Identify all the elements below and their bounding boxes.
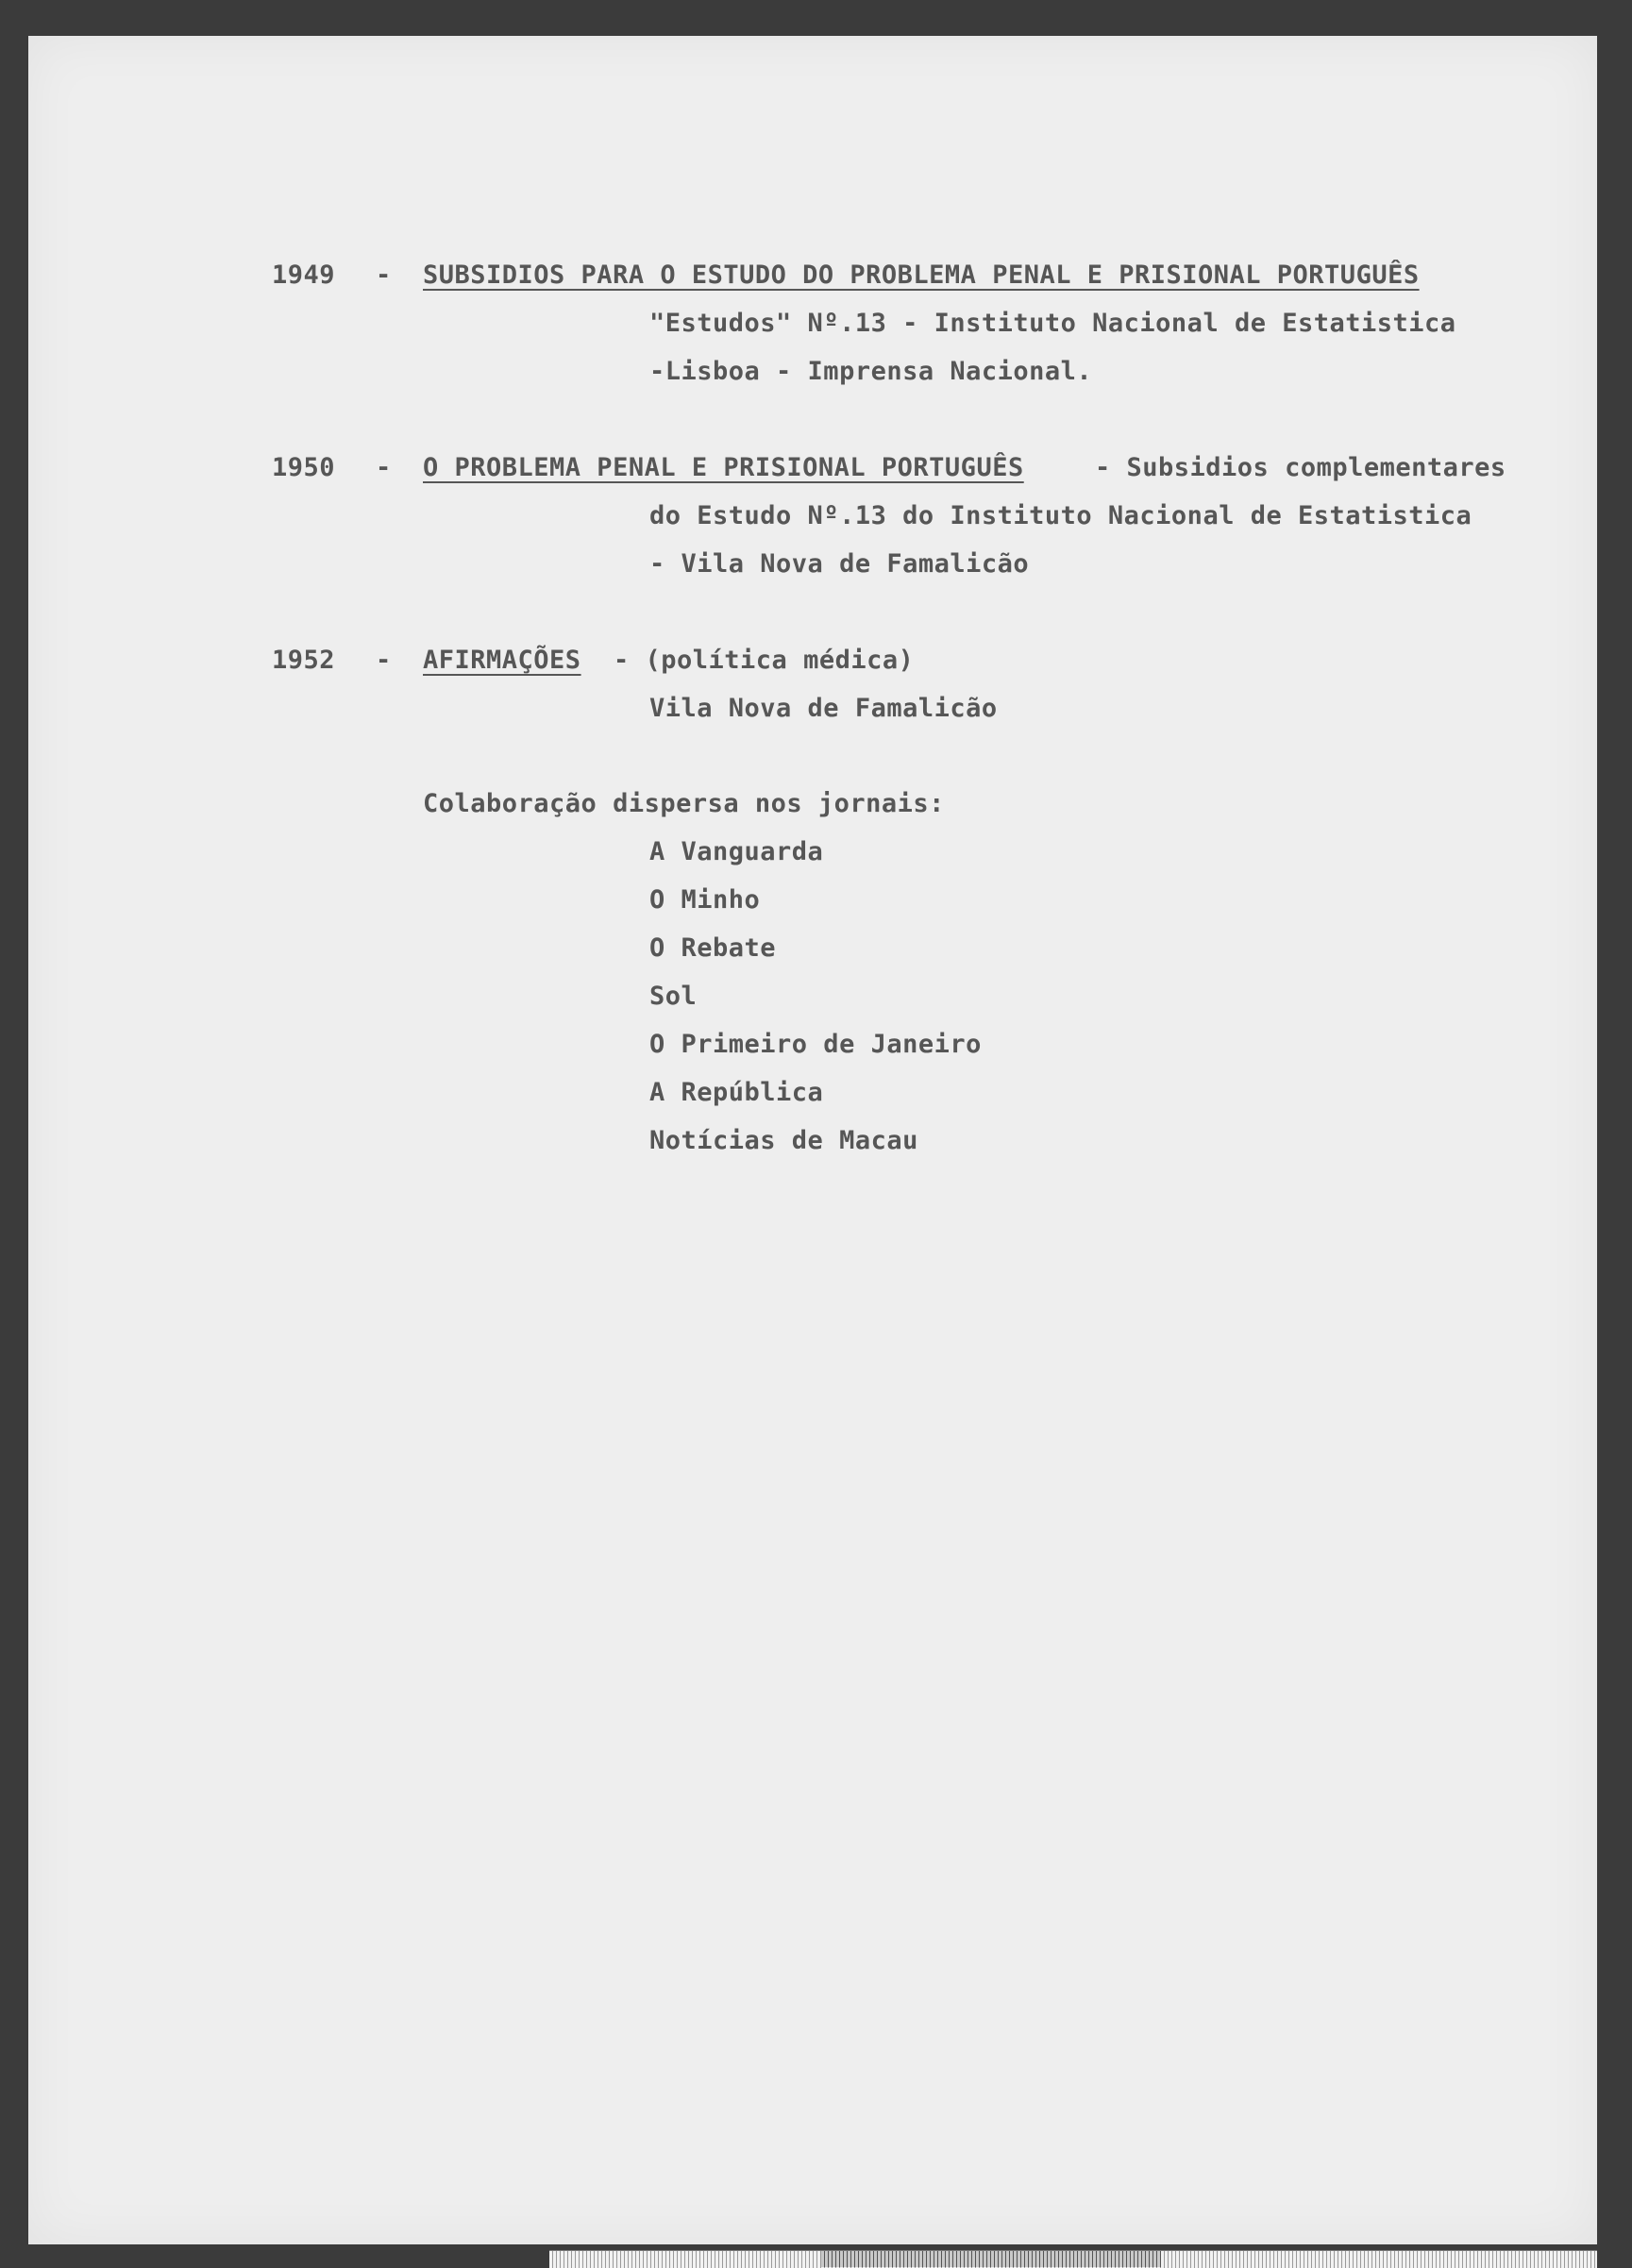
entry-title-rest: - Subsidios complementares [1095,453,1506,482]
scale-ruler-segment [821,2251,1161,2267]
entry-title: AFIRMAÇÕES [423,646,581,675]
newspaper-item: O Minho [649,885,761,915]
collaboration-heading: Colaboração dispersa nos jornais: [423,789,945,818]
entry-source-line: - Vila Nova de Famalicão [649,549,1030,579]
newspaper-item: A Vanguarda [649,837,824,866]
entry-year: 1949 [272,260,336,290]
newspaper-item: Sol [649,982,698,1011]
entry-dash: - [376,646,392,675]
entry-title-rest: - (política médica) [614,646,915,675]
entry-dash: - [376,453,392,482]
newspaper-item: A República [649,1078,824,1107]
entry-title: SUBSIDIOS PARA O ESTUDO DO PROBLEMA PENAL E PRISIONAL PORTUGUÊS [423,260,1420,290]
entry-dash: - [376,260,392,290]
entry-year: 1950 [272,453,336,482]
newspaper-item: O Rebate [649,933,777,963]
entry-year: 1952 [272,646,336,675]
entry-title: O PROBLEMA PENAL E PRISIONAL PORTUGUÊS [423,453,1024,482]
entry-source-line: -Lisboa - Imprensa Nacional. [649,357,1093,386]
entry-source-line: do Estudo Nº.13 do Instituto Nacional de Estatistica [649,501,1472,530]
entry-source-line: Vila Nova de Famalicão [649,694,998,723]
entry-source-line: "Estudos" Nº.13 - Instituto Nacional de Estatistica [649,309,1456,338]
newspaper-item: O Primeiro de Janeiro [649,1030,982,1059]
newspaper-item: Notícias de Macau [649,1126,918,1155]
